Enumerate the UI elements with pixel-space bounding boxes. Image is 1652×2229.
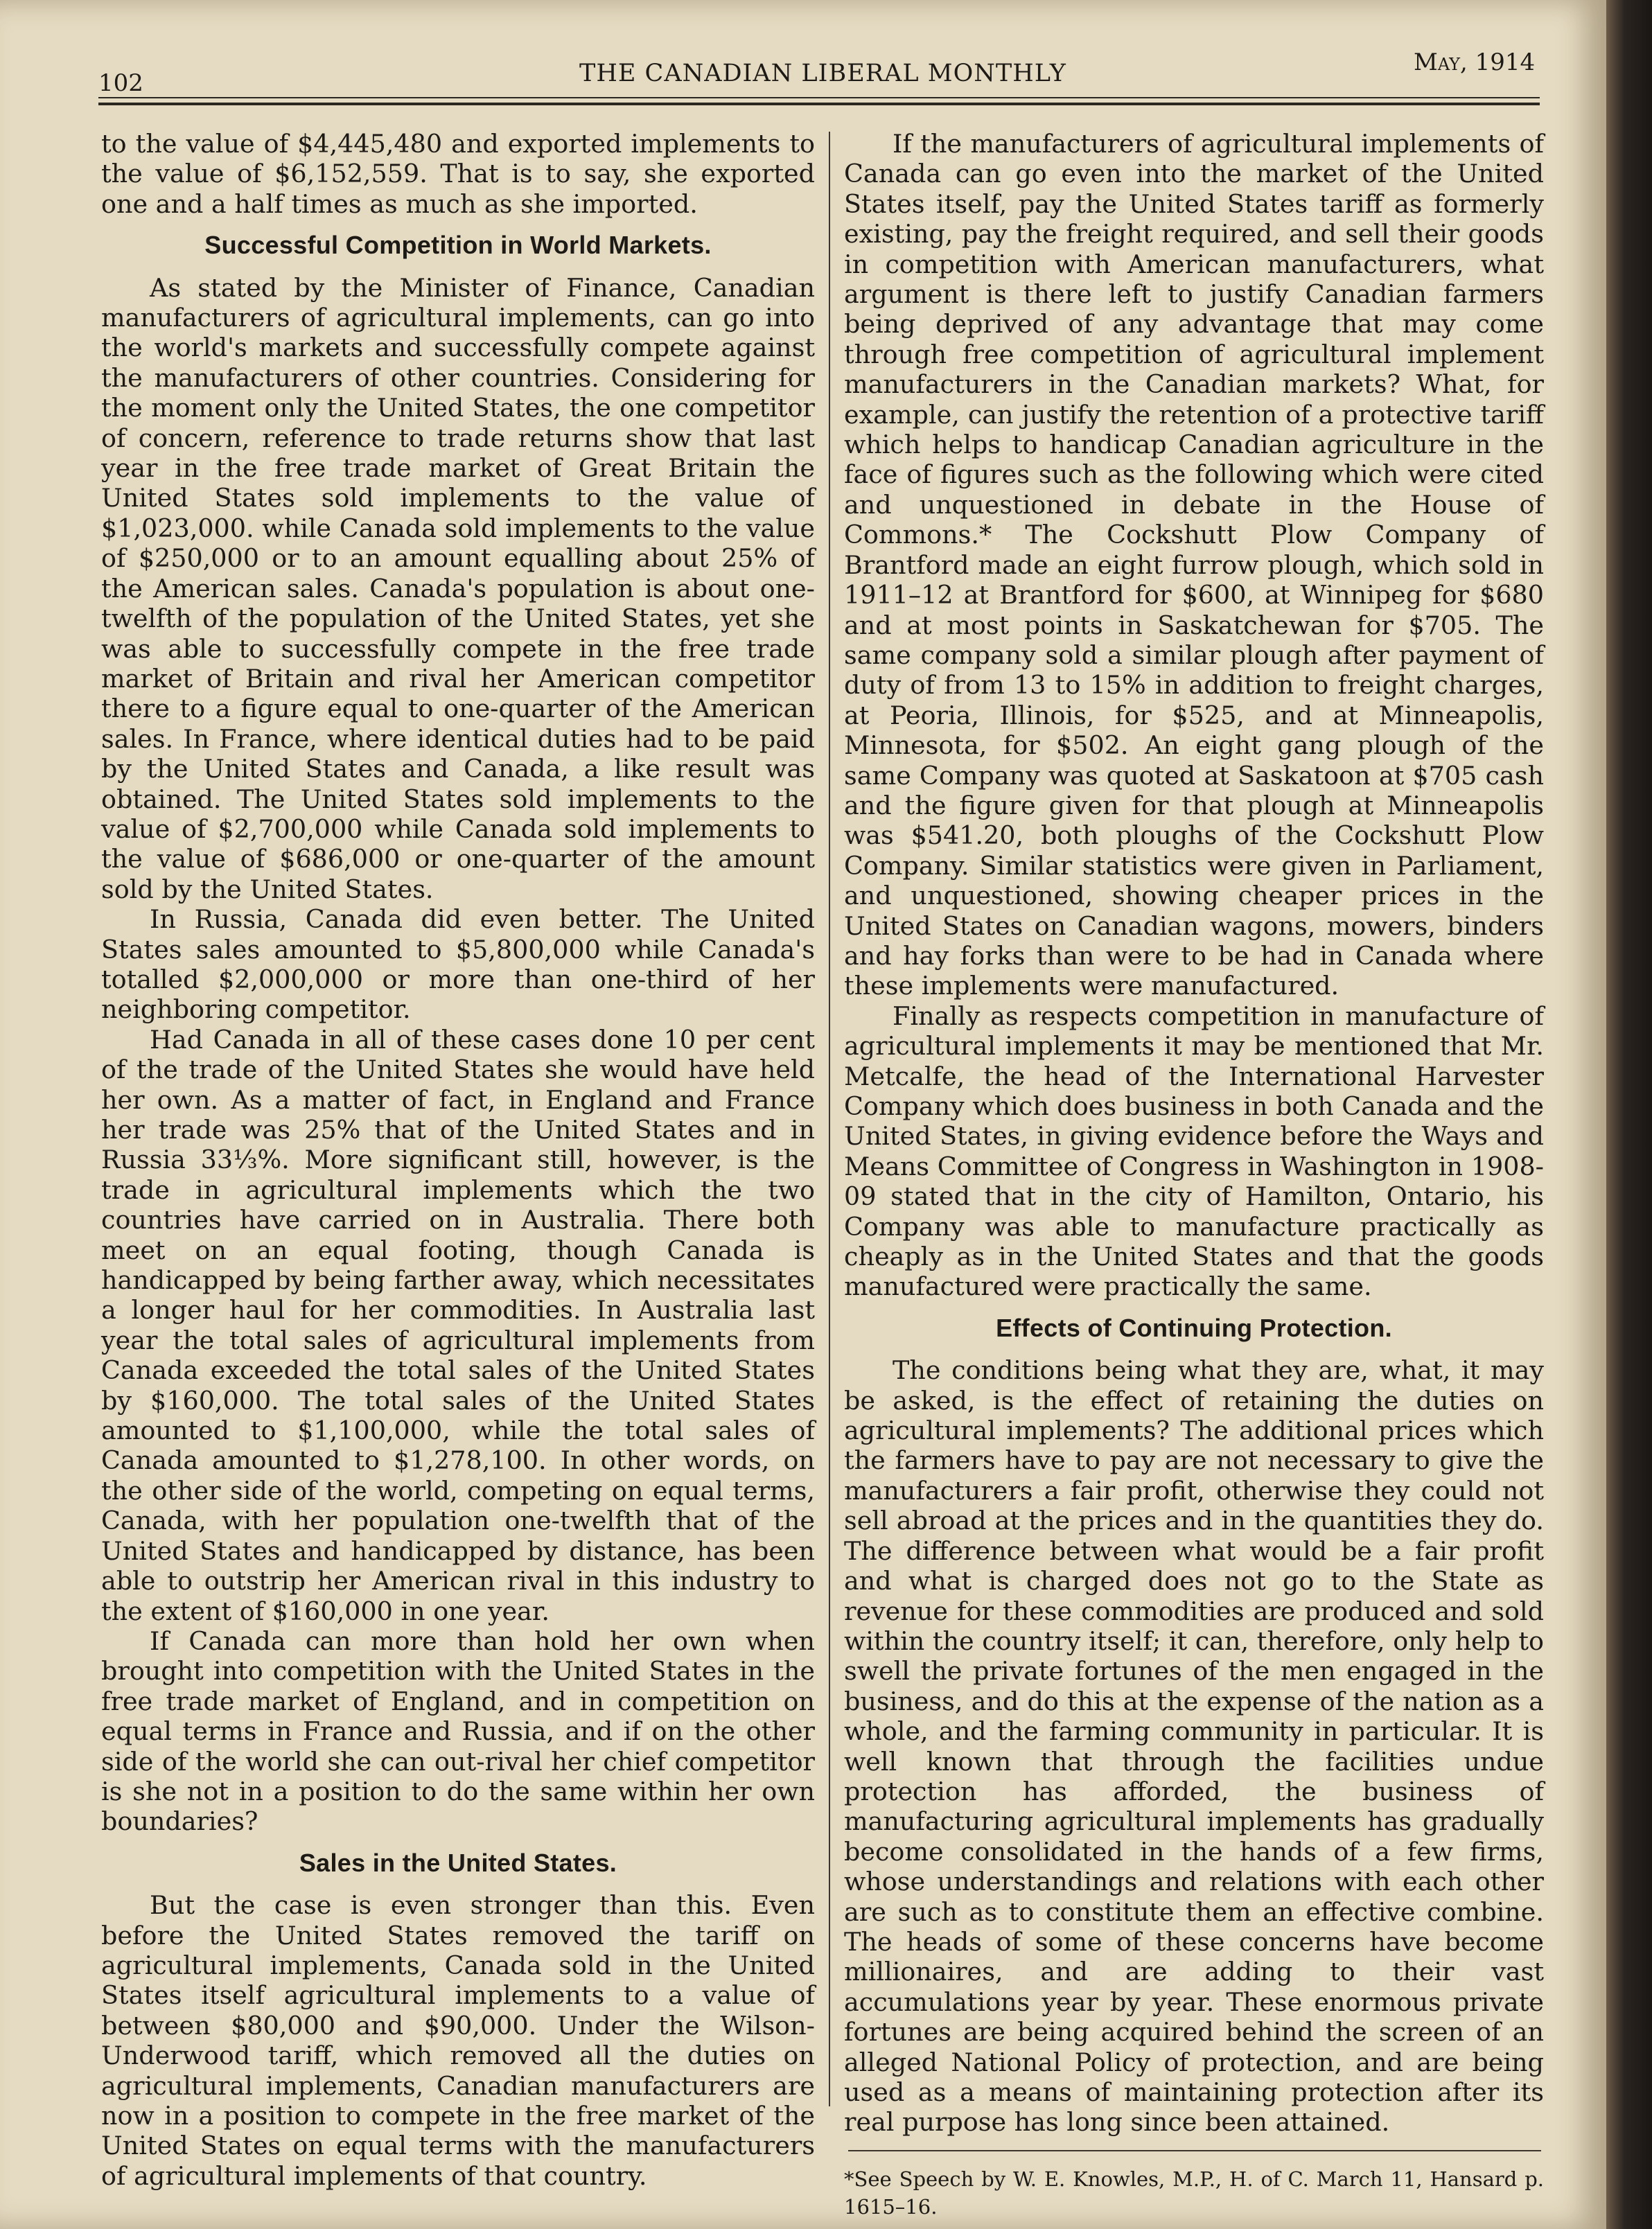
book-spine-shadow — [1606, 0, 1652, 2229]
paragraph: But the case is even stronger than this. Even before the United States removed the tariff on agricultural implements, Canada sold in the United States itself agricultural implements to a value of between $80,000 and $90,000. Under the Wilson-Underwood tariff, which removed all the duties on agricultural implements, Canadian manufacturers are now in a position to compete in the free market of the United States on equal terms with the manufacturers of agricultural implements of that country. — [101, 1890, 815, 2191]
paragraph: In Russia, Canada did even better. The United States sales amounted to $5,800,000 while Canada's totalled $2,000,000 or more than one-third of her neighboring competitor. — [101, 904, 815, 1025]
paragraph: If the manufacturers of agricultural implements of Canada can go even into the market of the United States itself, pay the United States tariff as formerly existing, pay the freight required, and sell their goods in competition with American manufacturers, what argument is there left to justify Canadian farmers being deprived of any advantage that may come through free competition of agricultural implement manufacturers in the Canadian markets? What, for example, can justify the retention of a protective tariff which helps to handicap Canadian agriculture in the face of figures such as the following which were cited and unquestioned in debate in the House of Commons.* The Cockshutt Plow Company of Brantford made an eight furrow plough, which sold in 1911–12 at Brantford for $600, at Winnipeg for $680 and at most points in Saskatchewan for $705. The same company sold a similar plough after payment of duty of from 13 to 15% in addition to freight charges, at Peoria, Illinois, for $525, and at Minneapolis, Minnesota, for $502. An eight gang plough of the same Company was quoted at Saskatoon at $705 cash and the figure given for that plough at Minneapolis was $541.20, both ploughs of the Cockshutt Plow Company. Similar statistics were given in Parliament, and unquestioned, showing cheaper prices in the United States on Canadian wagons, mowers, binders and hay forks than were to be had in Canada where these implements were manufactured. — [844, 129, 1544, 1001]
section-heading: Effects of Continuing Protection. — [996, 1313, 1392, 1342]
paragraph: to the value of $4,445,480 and exported implements to the value of $6,152,559. That is to say, she exported one and a half times as much as she imported. — [101, 129, 815, 219]
left-column — [101, 129, 815, 2191]
paragraph: The conditions being what they are, what, it may be asked, is the effect of retaining the duties on agricultural implements? The additional prices which the farmers have to pay are not necessary to give the manufacturers a fair profit, otherwise they could not sell abroad at the prices and in the quantities they do. The difference between what would be a fair profit and what is charged does not go to the State as revenue for these commodities are produced and sold within the country itself; it can, therefore, only help to swell the private fortunes of the men engaged in the business, and do this at the expense of the nation as a whole, and the farming community in particular. It is well known that through the facilities undue protection has afforded, the business of manufacturing agricultural implements has gradually become consolidated in the hands of a few firms, whose understandings and relations with each other are such as to constitute them an effective combine. The heads of some of these concerns have become millionaires, and are adding to their vast accumulations year by year. These enormous private fortunes are being acquired behind the screen of an alleged National Policy of protection, and are being used as a means of maintaining protection after its real purpose has long since been attained. — [844, 1355, 1544, 2138]
issue-date: May, 1914 — [1414, 49, 1536, 76]
footnote-rule — [848, 2150, 1541, 2151]
paragraph: Finally as respects competition in manufacture of agricultural implements it may be mentioned that Mr. Metcalfe, the head of the International Harvester Company which does business in both Canada and the United States, in giving evidence before the Ways and Means Committee of Congress in Washington in 1908-09 stated that in the city of Hamilton, Ontario, his Company was able to manufacture practically as cheaply as in the United States and that the goods manufactured were practically the same. — [844, 1001, 1544, 1302]
paragraph: If Canada can more than hold her own when brought into competition with the United States in the free trade market of England, and in competition on equal terms in France and Russia, and if on the other side of the world she can out-rival her chief competitor is she not in a position to do the same within her own boundaries? — [101, 1626, 815, 1837]
right-column — [844, 129, 1544, 2221]
header-rule-thick — [98, 103, 1540, 105]
header-rule-thin — [98, 97, 1540, 98]
paragraph: Had Canada in all of these cases done 10 per cent of the trade of the United States she would have held her own. As a matter of fact, in England and France her trade was 25% that of the United States and in Russia 33⅓%. More significant still, however, is the trade in agricultural implements which the two countries have carried on in Australia. There both meet on an equal footing, though Canada is handicapped by being farther away, which necessitates a longer haul for her commodities. In Australia last year the total sales of agricultural implements from Canada exceeded the total sales of the United States by $160,000. The total sales of the United States amounted to $1,100,000, while the total sales of Canada amounted to $1,278,100. In other words, on the other side of the world, competing on equal terms, Canada, with her population one-twelfth that of the United States and handicapped by distance, has been able to outstrip her American rival in this industry to the extent of $160,000 in one year. — [101, 1024, 815, 1626]
paragraph: As stated by the Minister of Finance, Canadian manufacturers of agricultural implements, can go into the world's markets and successfully compete against the manufacturers of other countries. Considering for the moment only the United States, the one competitor of concern, reference to trade returns show that last year in the free trade market of Great Britain the United States sold implements to the value of $1,023,000. while Canada sold implements to the value of $250,000 or to an amount equalling about 25% of the American sales. Canada's population is about one-twelfth of the population of the United States, yet she was able to successfully compete in the free trade market of Britain and rival her American competitor there to a figure equal to one-quarter of the American sales. In France, where identical duties had to be paid by the United States and Canada, a like result was obtained. The United States sold implements to the value of $2,700,000 while Canada sold implements to the value of $686,000 or one-quarter of the amount sold by the United States. — [101, 272, 815, 904]
page-number: 102 — [98, 69, 143, 97]
footnote: *See Speech by W. E. Knowles, M.P., H. of C. March 11, Hansard p. 1615–16. — [844, 2167, 1544, 2219]
section-heading: Sales in the United States. — [299, 1848, 617, 1877]
journal-title: THE CANADIAN LIBERAL MONTHLY — [579, 60, 1066, 87]
column-divider — [829, 132, 830, 2106]
section-heading: Successful Competition in World Markets. — [204, 231, 712, 260]
